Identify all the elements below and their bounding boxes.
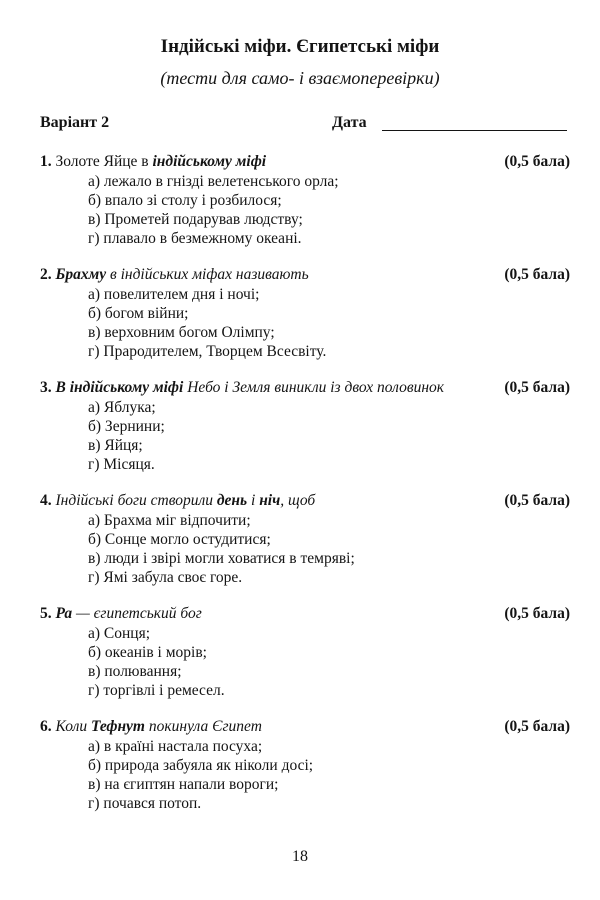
question-heading — [40, 604, 570, 624]
answer-option: в) Прометей подарував людству; — [88, 211, 303, 228]
answer-option: а) Яблука; — [88, 399, 156, 416]
question-text-part: Індійські боги створили — [51, 492, 217, 509]
question-heading — [40, 491, 570, 511]
question-text — [40, 604, 202, 624]
question-text — [40, 717, 262, 737]
question-number: 4. — [40, 492, 52, 509]
answer-option: в) полювання; — [88, 663, 182, 680]
question-number: 2. — [40, 266, 52, 283]
question-points: (0,5 бала) — [504, 718, 570, 735]
answer-option: б) океанів і морів; — [88, 644, 207, 661]
question-points: (0,5 бала) — [504, 266, 570, 283]
question-text-part: в індійських міфах називають — [106, 266, 309, 283]
question-number: 6. — [40, 718, 52, 735]
question-text-part: Небо і Земля виникли із двох половинок — [183, 379, 445, 396]
answer-option: б) впало зі столу і розбилося; — [88, 192, 282, 209]
question-number: 3. — [40, 379, 52, 396]
question-heading — [40, 378, 570, 398]
question-text-part: ніч — [259, 492, 281, 509]
question-text-part: Тефнут — [90, 718, 145, 735]
question-text-part: і — [247, 492, 260, 509]
question-text-part: покинула Єгипет — [145, 718, 262, 735]
question-points: (0,5 бала) — [504, 605, 570, 622]
answer-option: г) торгівлі і ремесел. — [88, 682, 225, 699]
answer-option: б) природа забуяла як ніколи досі; — [88, 757, 314, 774]
answer-options — [40, 172, 570, 248]
answer-options — [40, 398, 570, 474]
question-5 — [40, 604, 570, 700]
answer-option: а) лежало в гнізді велетенського орла; — [88, 173, 339, 190]
page-subtitle: (тести для само- і взаємоперевірки) — [160, 68, 440, 88]
question-points: (0,5 бала) — [504, 379, 570, 396]
answer-option: б) Сонце могло остудитися; — [88, 531, 271, 548]
page-number: 18 — [292, 848, 308, 865]
answer-options — [40, 511, 570, 587]
variant-label: Варіант 2 — [40, 114, 110, 131]
question-text-part: день — [216, 492, 248, 509]
question-2 — [40, 265, 570, 361]
answer-option: а) в країні настала посуха; — [88, 738, 263, 755]
question-3 — [40, 378, 570, 474]
question-text — [40, 491, 315, 511]
variant-date-row — [40, 114, 560, 138]
date-label: Дата — [332, 114, 367, 131]
question-6 — [40, 717, 570, 813]
question-number: 5. — [40, 605, 52, 622]
answer-option: в) люди і звірі могли ховатися в темряві; — [88, 550, 355, 567]
answer-option: а) повелителем дня і ночі; — [88, 286, 260, 303]
question-text-part: — єгипетський бог — [72, 605, 202, 622]
question-text-part: Коли — [51, 718, 91, 735]
answer-option: г) плавало в безмежному океані. — [88, 230, 302, 247]
question-points: (0,5 бала) — [504, 492, 570, 509]
question-4 — [40, 491, 570, 587]
question-points: (0,5 бала) — [504, 153, 570, 170]
question-text-part: В індійському міфі — [55, 379, 184, 396]
question-text-part: індійському міфі — [152, 153, 267, 170]
question-text-part: , щоб — [280, 492, 316, 509]
date-blank-line — [382, 130, 567, 131]
question-text — [40, 152, 266, 172]
question-text — [40, 265, 309, 285]
question-number: 1. — [40, 153, 52, 170]
answer-option: в) верховним богом Олімпу; — [88, 324, 275, 341]
question-heading — [40, 152, 570, 172]
answer-option: г) почався потоп. — [88, 795, 202, 812]
answer-option: б) богом війни; — [88, 305, 189, 322]
question-text — [40, 378, 444, 398]
answer-option: в) Яйця; — [88, 437, 143, 454]
answer-options — [40, 737, 570, 813]
question-text-part: Золоте Яйце в — [51, 153, 153, 170]
question-1 — [40, 152, 570, 248]
question-text-part: Брахму — [55, 266, 107, 283]
question-text-part: Ра — [55, 605, 73, 622]
answer-option: г) Прародителем, Творцем Всесвіту. — [88, 343, 327, 360]
answer-option: а) Брахма міг відпочити; — [88, 512, 251, 529]
question-heading — [40, 717, 570, 737]
answer-options — [40, 624, 570, 700]
page-title: Індійські міфи. Єгипетські міфи — [160, 36, 440, 57]
question-heading — [40, 265, 570, 285]
answer-option: а) Сонця; — [88, 625, 151, 642]
answer-options — [40, 285, 570, 361]
answer-option: г) Ямі забула своє горе. — [88, 569, 243, 586]
answer-option: в) на єгиптян напали вороги; — [88, 776, 279, 793]
answer-option: г) Місяця. — [88, 456, 155, 473]
answer-option: б) Зернини; — [88, 418, 165, 435]
